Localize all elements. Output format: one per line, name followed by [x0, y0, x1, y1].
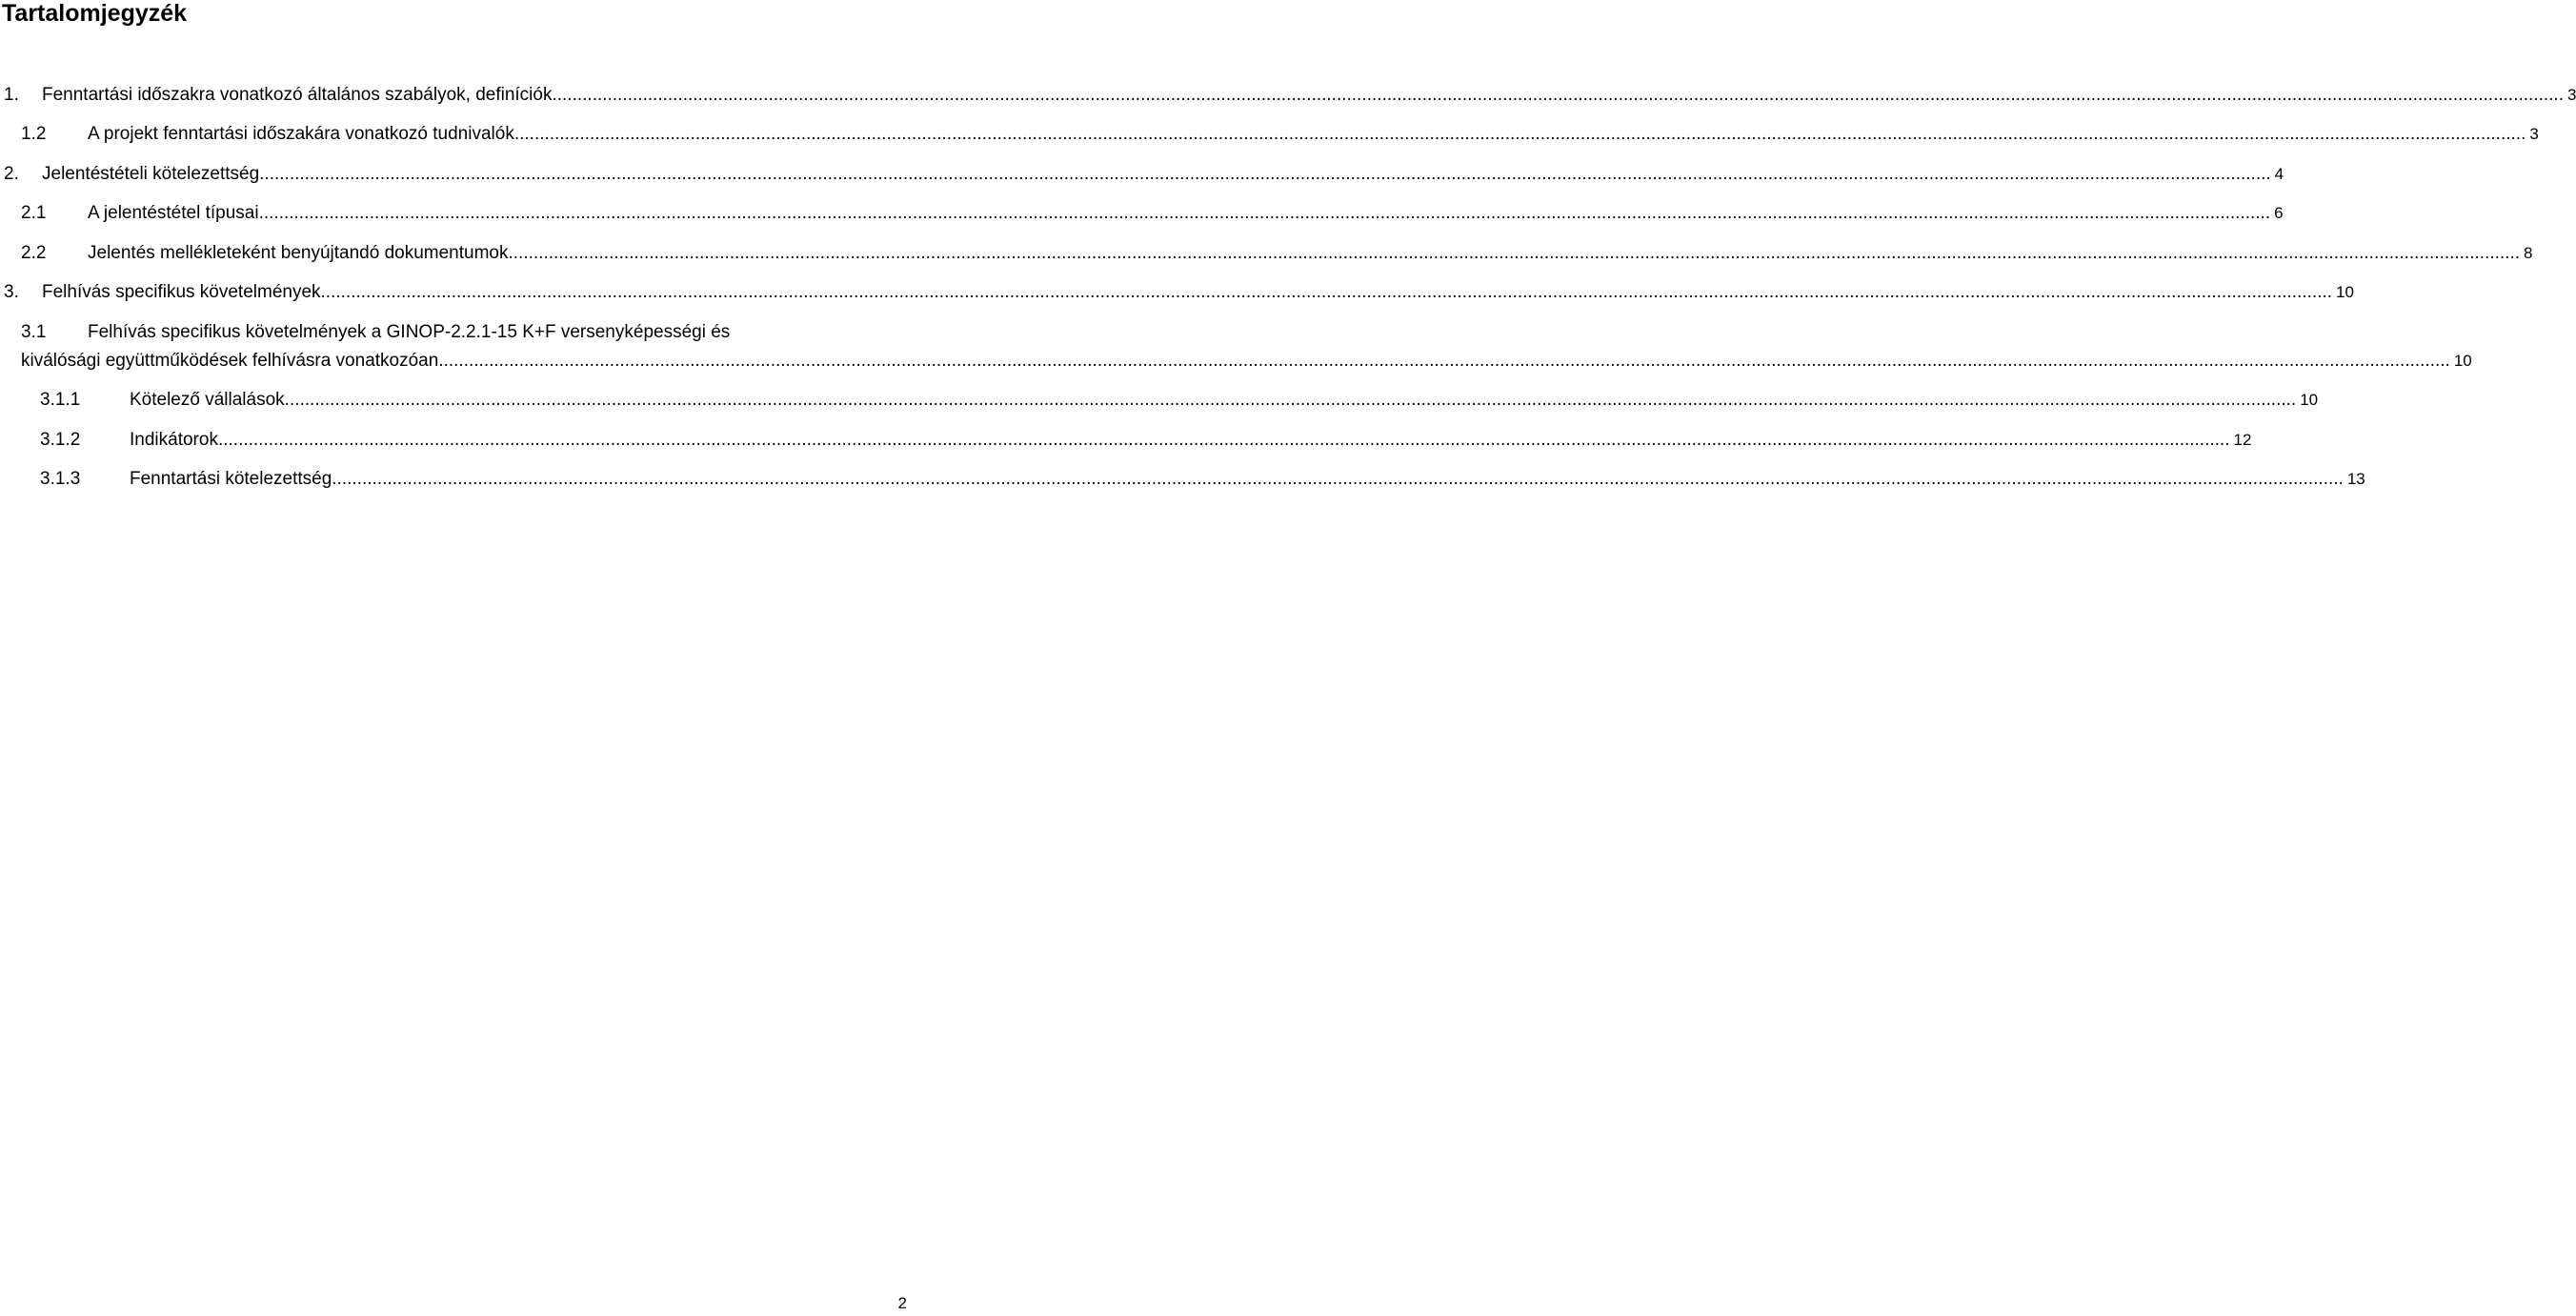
toc-entry-3-1-1[interactable] [0, 389, 2319, 412]
toc-dot-leader: ................................................................................................................................................................................................................................................................................................................................................................................................................ [332, 469, 2344, 489]
toc-entry-title: A projekt fenntartási időszakára vonatkozó tudnivalók [88, 124, 514, 144]
toc-dot-leader: ................................................................................................................................................................................................................................................................................................................................................................................................................ [284, 390, 2297, 410]
toc-dot-leader: ................................................................................................................................................................................................................................................................................................................................................................................................................ [320, 282, 2333, 302]
toc-entry-page: 3 [2567, 86, 2576, 104]
toc-entry-page: 4 [2274, 165, 2284, 183]
toc-entry-title-line2: kiválósági együttműködések felhívásra vonatkozóan [21, 351, 439, 371]
page-title: Tartalomjegyzék [2, 0, 188, 27]
toc-entry-page: 10 [2336, 283, 2354, 301]
toc-entry-2[interactable] [0, 163, 2284, 186]
toc-entry-page: 8 [2524, 244, 2533, 262]
toc-dot-leader: ................................................................................................................................................................................................................................................................................................................................................................................................................ [438, 351, 2450, 371]
toc-entry-title: Fenntartási kötelezettség [130, 469, 332, 489]
toc-entry-page: 6 [2274, 204, 2284, 222]
toc-entry-title: Jelentés mellékleteként benyújtandó dokumentumok [88, 243, 509, 263]
toc-entry-title: Fenntartási időszakra vonatkozó általános szabályok, definíciók [42, 85, 553, 105]
toc-entry-page: 12 [2233, 431, 2252, 449]
toc-entry-3-1-3[interactable] [0, 468, 2365, 491]
toc-dot-leader: ................................................................................................................................................................................................................................................................................................................................................................................................................ [259, 164, 2271, 184]
toc-dot-leader: ................................................................................................................................................................................................................................................................................................................................................................................................................ [552, 85, 2564, 105]
page-number: 2 [897, 1294, 907, 1312]
toc-entry-number: 3.1.2 [40, 430, 81, 450]
toc-entry-1[interactable] [0, 84, 2576, 107]
toc-entry-number: 2.2 [21, 243, 47, 263]
toc-entry-3-1-2[interactable] [0, 429, 2252, 452]
toc-entry-2-1[interactable] [0, 202, 2284, 225]
toc-dot-leader: ................................................................................................................................................................................................................................................................................................................................................................................................................ [513, 124, 2526, 144]
toc-entry-number: 1.2 [21, 124, 47, 144]
toc-entry-title: A jelentéstétel típusai [88, 203, 259, 223]
toc-entry-2-2[interactable] [0, 242, 2533, 265]
toc-entry-number: 2.1 [21, 203, 47, 223]
toc-entry-page: 10 [2300, 391, 2319, 409]
toc-entry-title-line1: Felhívás specifikus követelmények a GINOP-2.2.1-15 K+F versenyképességi és [88, 322, 731, 342]
toc-entry-title: Jelentéstételi kötelezettség [42, 164, 260, 184]
toc-entry-page: 3 [2529, 125, 2539, 143]
toc-dot-leader: ................................................................................................................................................................................................................................................................................................................................................................................................................ [258, 203, 2271, 223]
toc-entry-number: 3. [4, 282, 19, 302]
toc-entry-3[interactable] [0, 281, 2354, 304]
toc-entry-number: 3.1.1 [40, 390, 81, 410]
toc-entry-number: 3.1 [21, 322, 47, 342]
toc-entry-title: Indikátorok [130, 430, 218, 450]
toc-entry-page: 13 [2346, 470, 2365, 488]
toc-entry-title: Felhívás specifikus követelmények [42, 282, 321, 302]
toc-dot-leader: ................................................................................................................................................................................................................................................................................................................................................................................................................ [508, 243, 2521, 263]
toc-entry-page: 10 [2453, 352, 2472, 370]
toc-entry-number: 2. [4, 164, 19, 184]
toc-entry-title: Kötelező vállalások [130, 390, 285, 410]
toc-entry-3-1[interactable] [0, 321, 2472, 374]
toc-dot-leader: ................................................................................................................................................................................................................................................................................................................................................................................................................ [217, 430, 2230, 450]
toc-entry-number: 1. [4, 85, 19, 105]
toc-entry-number: 3.1.3 [40, 469, 81, 489]
toc-entry-1-2[interactable] [0, 123, 2539, 146]
